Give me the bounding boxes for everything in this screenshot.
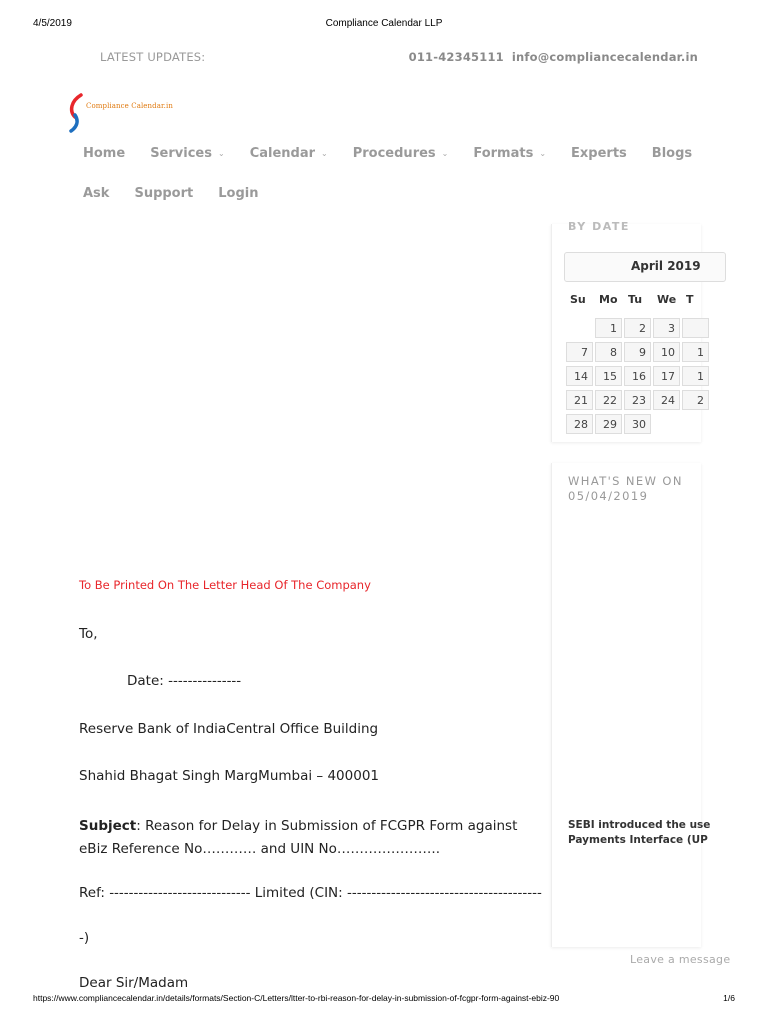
calendar-day[interactable]: 1 (682, 366, 709, 386)
print-header-date: 4/5/2019 (33, 18, 72, 29)
news-item-line: SEBI introduced the use (568, 819, 711, 831)
print-footer-url: https://www.compliancecalendar.in/details/formats/Section-C/Letters/ltter-to-rbi-reason-for-delay-in-submission-of-fcgpr-form-against-ebiz-90 (33, 993, 560, 1003)
calendar-day[interactable]: 21 (566, 390, 593, 410)
nav-label: Formats (473, 146, 534, 161)
calendar-day[interactable]: 24 (653, 390, 680, 410)
letter-address-line-2: Shahid Bhagat Singh MargMumbai – 400001 (79, 768, 379, 784)
calendar-day[interactable]: 14 (566, 366, 593, 386)
calendar-month-header (564, 252, 726, 282)
chevron-down-icon: ⌄ (217, 149, 225, 158)
letter-date: Date: --------------- (127, 673, 242, 689)
nav-label: Procedures (352, 146, 436, 161)
phone-link[interactable]: 011-42345111 (408, 50, 504, 64)
whats-new-title: WHAT'S NEW ON 05/04/2019 (568, 474, 683, 503)
contact-info (409, 50, 698, 64)
calendar-day[interactable]: 2 (682, 390, 709, 410)
nav-label: Calendar (249, 146, 316, 161)
letter-ref: Ref: ----------------------------- Limited (CIN: ---------------------------------------- (79, 885, 542, 901)
calendar-day[interactable]: 8 (595, 342, 622, 362)
nav-procedures[interactable] (353, 146, 449, 161)
calendar-weekday-label: We (657, 293, 677, 306)
nav-experts[interactable] (571, 146, 627, 161)
nav-formats[interactable] (473, 146, 546, 161)
nav-label: Login (218, 186, 259, 201)
calendar-day[interactable]: 30 (624, 414, 651, 434)
calendar-weekday-label: Su (570, 293, 586, 306)
site-logo[interactable] (67, 93, 207, 133)
calendar-day[interactable]: 2 (624, 318, 651, 338)
letterhead-note: To Be Printed On The Letter Head Of The Company (79, 578, 371, 592)
nav-label: Ask (83, 186, 110, 201)
print-footer-page: 1/6 (723, 993, 735, 1003)
nav-label: Support (134, 186, 194, 201)
chevron-down-icon: ⌄ (321, 149, 328, 158)
calendar-day[interactable]: 22 (595, 390, 622, 410)
nav-login[interactable] (218, 186, 258, 201)
subject-text: : Reason for Delay in Submission of FCGPR Form against eBiz Reference No………… and UIN No………………….. (79, 818, 518, 857)
latest-updates-label: LATEST UPDATES: (100, 50, 206, 64)
calendar-day[interactable]: 1 (595, 318, 622, 338)
letter-subject (79, 815, 519, 861)
calendar-weekday-label: T (686, 293, 694, 306)
calendar-day[interactable]: 9 (624, 342, 651, 362)
calendar-month-label: April 2019 (631, 259, 701, 273)
logo-swoosh-icon (67, 93, 91, 133)
nav-label: Home (83, 146, 126, 161)
nav-blogs[interactable] (652, 146, 692, 161)
calendar-day[interactable]: 10 (653, 342, 680, 362)
whats-new-panel (551, 463, 711, 947)
calendar-widget (551, 220, 704, 442)
calendar-day[interactable]: 28 (566, 414, 593, 434)
chat-leave-message[interactable]: Leave a message (630, 953, 731, 966)
nav-calendar[interactable] (250, 146, 328, 161)
news-item[interactable] (568, 818, 710, 848)
calendar-day[interactable] (682, 318, 709, 338)
calendar-day[interactable]: 1 (682, 342, 709, 362)
nav-ask[interactable] (83, 186, 109, 201)
calendar-day[interactable]: 17 (653, 366, 680, 386)
main-nav-row-2 (83, 186, 283, 201)
email-link[interactable]: info@compliancecalendar.in (511, 50, 698, 64)
nav-label: Blogs (651, 146, 693, 161)
chevron-down-icon: ⌄ (539, 149, 547, 158)
news-item-line: Payments Interface (UP (568, 834, 708, 846)
calendar-day[interactable]: 29 (595, 414, 622, 434)
chevron-down-icon: ⌄ (441, 149, 449, 158)
calendar-weekday-label: Mo (599, 293, 618, 306)
main-nav-row-1 (83, 146, 717, 161)
calendar-day[interactable]: 23 (624, 390, 651, 410)
nav-home[interactable] (83, 146, 125, 161)
logo-text: Compliance Calendar.in (86, 102, 173, 110)
print-header-title: Compliance Calendar LLP (325, 18, 443, 29)
letter-address-line-1: Reserve Bank of IndiaCentral Office Building (79, 721, 379, 737)
letter-salutation: Dear Sir/Madam (79, 975, 189, 991)
letter-ref-continued: -) (79, 930, 90, 946)
calendar-day[interactable]: 3 (653, 318, 680, 338)
nav-support[interactable] (134, 186, 193, 201)
nav-label: Services (150, 146, 212, 161)
calendar-heading: BY DATE (568, 220, 630, 233)
calendar-day[interactable]: 7 (566, 342, 593, 362)
nav-services[interactable] (150, 146, 225, 161)
letter-to: To, (79, 626, 98, 642)
nav-label: Experts (571, 146, 627, 161)
calendar-day[interactable]: 16 (624, 366, 651, 386)
calendar-day[interactable]: 15 (595, 366, 622, 386)
calendar-weekday-label: Tu (628, 293, 643, 306)
subject-label: Subject (79, 818, 137, 834)
